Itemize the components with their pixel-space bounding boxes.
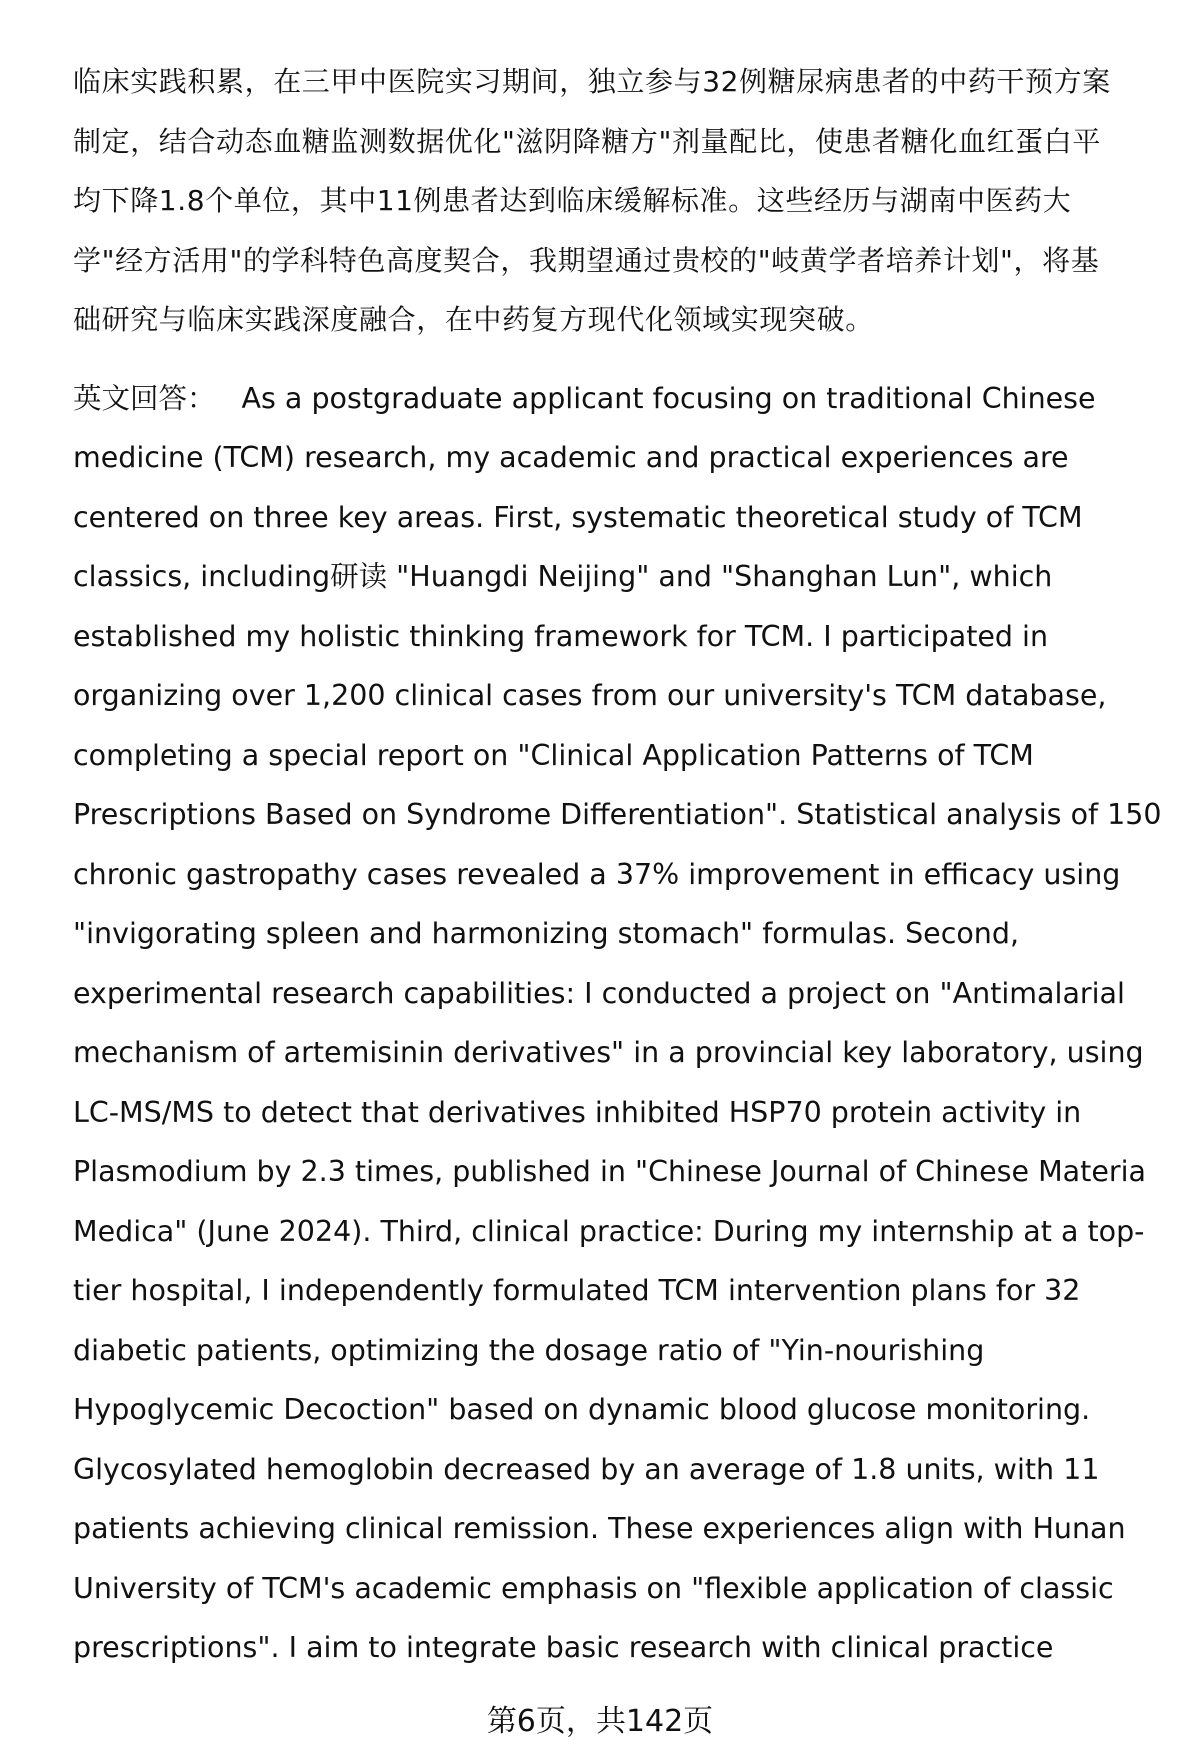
- english-line-text: As a postgraduate applicant focusing on traditional Chinese: [241, 381, 1096, 415]
- english-line: "invigorating spleen and harmonizing stomach" formulas. Second,: [73, 917, 1020, 950]
- english-line: medicine (TCM) research, my academic and practical experiences are: [73, 441, 1069, 474]
- english-line: patients achieving clinical remission. These experiences align with Hunan: [73, 1512, 1126, 1545]
- english-line: Prescriptions Based on Syndrome Differentiation". Statistical analysis of 150: [73, 798, 1162, 831]
- chinese-line: 础研究与临床实践深度融合，在中药复方现代化领域实现突破。: [73, 303, 874, 336]
- page-number-footer: 第6页，共142页: [486, 1704, 714, 1739]
- english-line: chronic gastropathy cases revealed a 37% improvement in efficacy using: [73, 857, 1121, 891]
- english-line: Hypoglycemic Decoction" based on dynamic blood glucose monitoring.: [73, 1393, 1091, 1426]
- chinese-line: 制定，结合动态血糖监测数据优化"滋阴降糖方"剂量配比，使患者糖化血红蛋白平: [73, 124, 1101, 158]
- english-line: completing a special report on "Clinical Application Patterns of TCM: [73, 738, 1034, 772]
- english-line: Medica" (June 2024). Third, clinical practice: During my internship at a top-: [73, 1214, 1145, 1248]
- english-line: prescriptions". I aim to integrate basic research with clinical practice: [73, 1631, 1054, 1664]
- chinese-paragraph: [73, 52, 1148, 350]
- english-line: tier hospital, I independently formulated TCM intervention plans for 32: [73, 1274, 1081, 1307]
- page-content: [73, 52, 1162, 1678]
- chinese-line: 学"经方活用"的学科特色高度契合，我期望通过贵校的"岐黄学者培养计划"，将基: [73, 243, 1100, 277]
- english-line: classics, including研读 "Huangdi Neijing" and "Shanghan Lun", which: [73, 560, 1053, 593]
- english-line: Glycosylated hemoglobin decreased by an average of 1.8 units, with 11: [73, 1452, 1100, 1486]
- english-answer-paragraph: [73, 369, 1162, 1678]
- english-line: experimental research capabilities: I conducted a project on "Antimalarial: [73, 976, 1125, 1010]
- chinese-line: 临床实践积累，在三甲中医院实习期间，独立参与32例糖尿病患者的中药干预方案: [73, 65, 1111, 98]
- english-line: established my holistic thinking framework for TCM. I participated in: [73, 619, 1049, 653]
- english-line: LC-MS/MS to detect that derivatives inhibited HSP70 protein activity in: [73, 1095, 1082, 1129]
- english-answer-label: 英文回答：: [73, 381, 216, 415]
- english-line: organizing over 1,200 clinical cases from our university's TCM database,: [73, 679, 1107, 712]
- english-line: diabetic patients, optimizing the dosage ratio of "Yin-nourishing: [73, 1333, 985, 1367]
- english-line: University of TCM's academic emphasis on "flexible application of classic: [73, 1571, 1114, 1605]
- english-line: mechanism of artemisinin derivatives" in a provincial key laboratory, using: [73, 1036, 1144, 1069]
- english-line-first: [73, 369, 1148, 429]
- chinese-line: 均下降1.8个单位，其中11例患者达到临床缓解标准。这些经历与湖南中医药大: [73, 184, 1072, 217]
- english-line: centered on three key areas. First, systematic theoretical study of TCM: [73, 500, 1083, 534]
- english-line: Plasmodium by 2.3 times, published in "Chinese Journal of Chinese Materia: [73, 1155, 1146, 1188]
